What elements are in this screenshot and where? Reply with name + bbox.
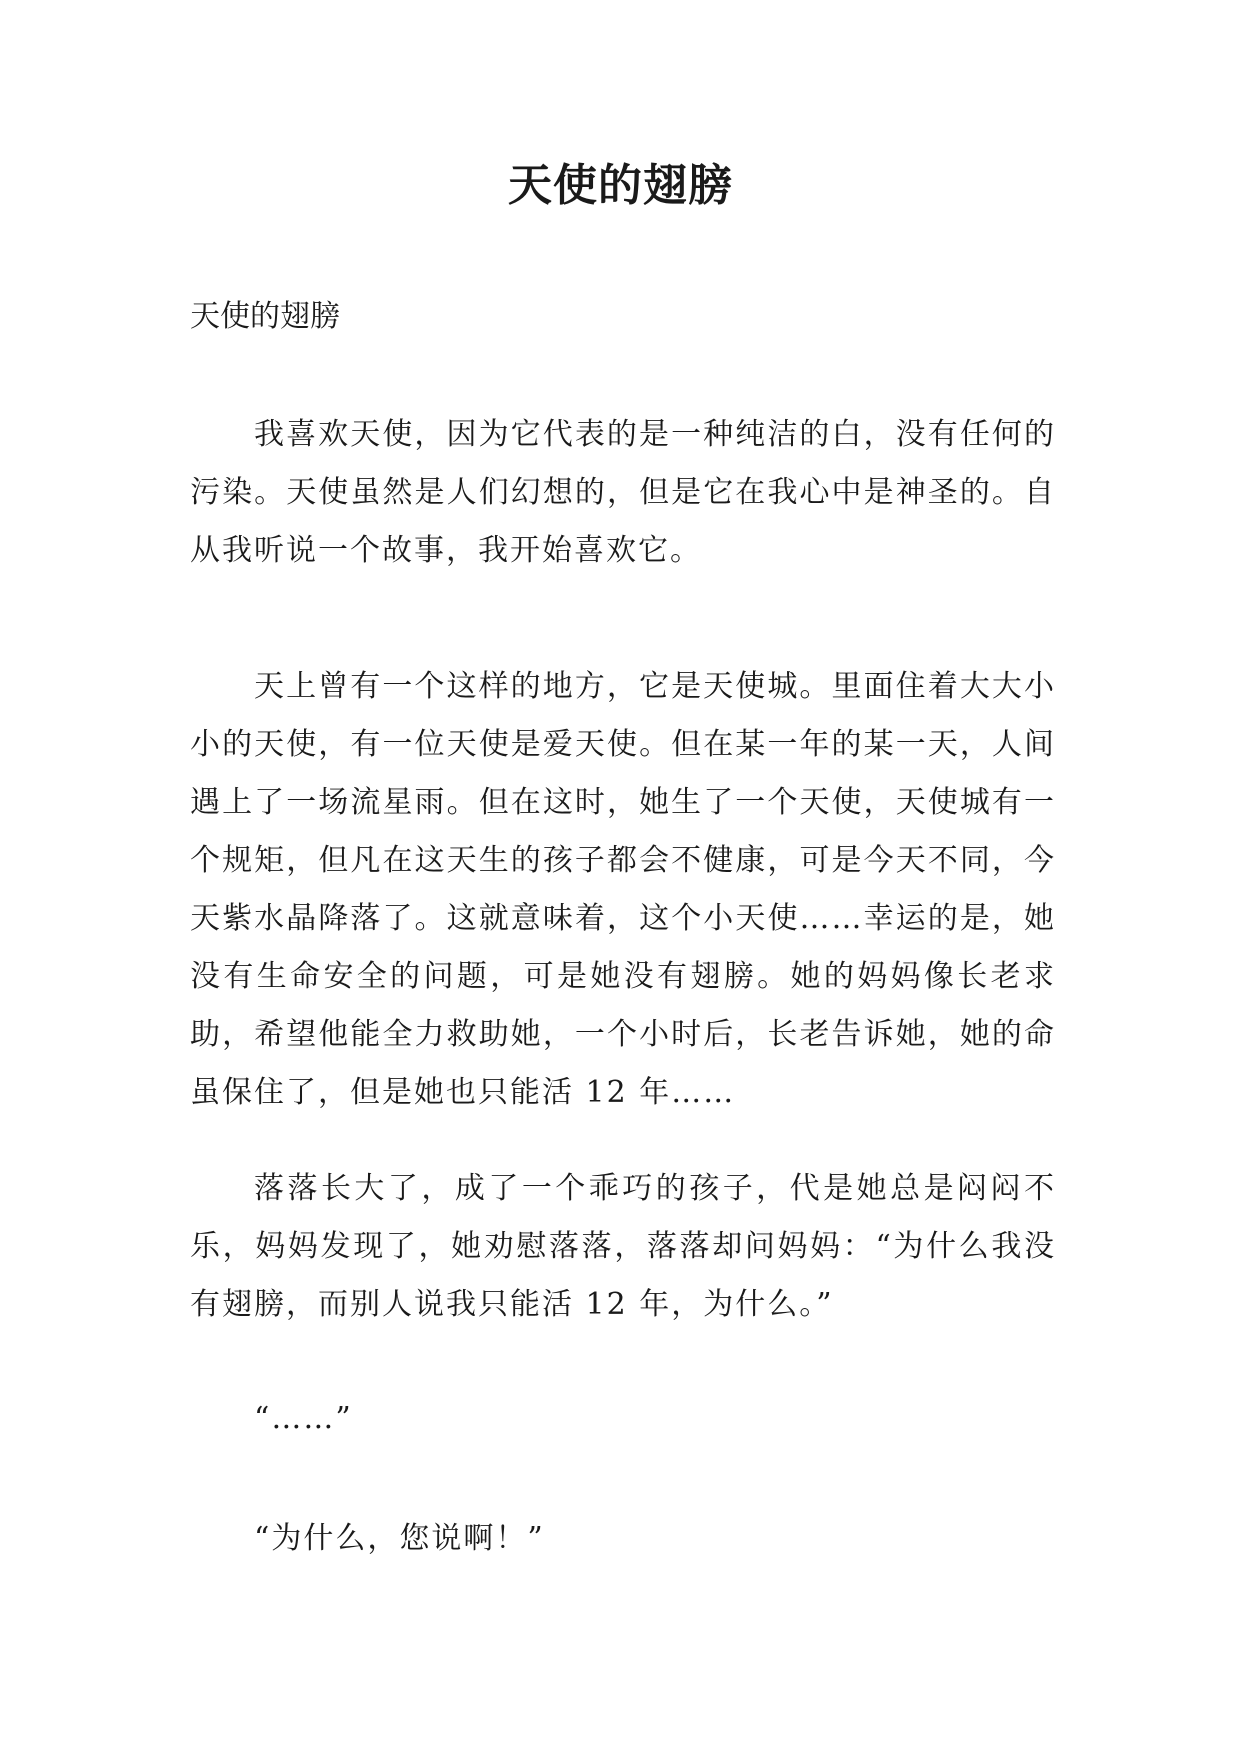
paragraph-4: “……” (254, 1401, 353, 1436)
paragraph-2: 天上曾有一个这样的地方，它是天使城。里面住着大大小小的天使，有一位天使是爱天使。但在某一年的某一天，人间遇上了一场流星雨。但在这时，她生了一个天使，天使城有一个规矩，但凡在这天生的孩子都会不健康，可是今天不同，今天紫水晶降落了。这就意味着，这个小天使……幸运的是，她没有生命安全的问题，可是她没有翅膀。她的妈妈像长老求助，希望他能全力救助她，一个小时后，长老告诉她，她的命虽保住了，但是她也只能活 12 年…… (190, 669, 1056, 1110)
paragraph-5: “为什么，您说啊！” (254, 1521, 545, 1556)
paragraph-3: 落落长大了，成了一个乖巧的孩子，代是她总是闷闷不乐，妈妈发现了，她劝慰落落，落落却问妈妈：“为什么我没有翅膀，而别人说我只能活 12 年，为什么。” (190, 1171, 1056, 1322)
document-title: 天使的翅膀 (508, 160, 733, 211)
paragraph-1: 我喜欢天使，因为它代表的是一种纯洁的白，没有任何的污染。天使虽然是人们幻想的，但是它在我心中是神圣的。自从我听说一个故事，我开始喜欢它。 (190, 417, 1056, 568)
document-subtitle: 天使的翅膀 (190, 299, 340, 334)
